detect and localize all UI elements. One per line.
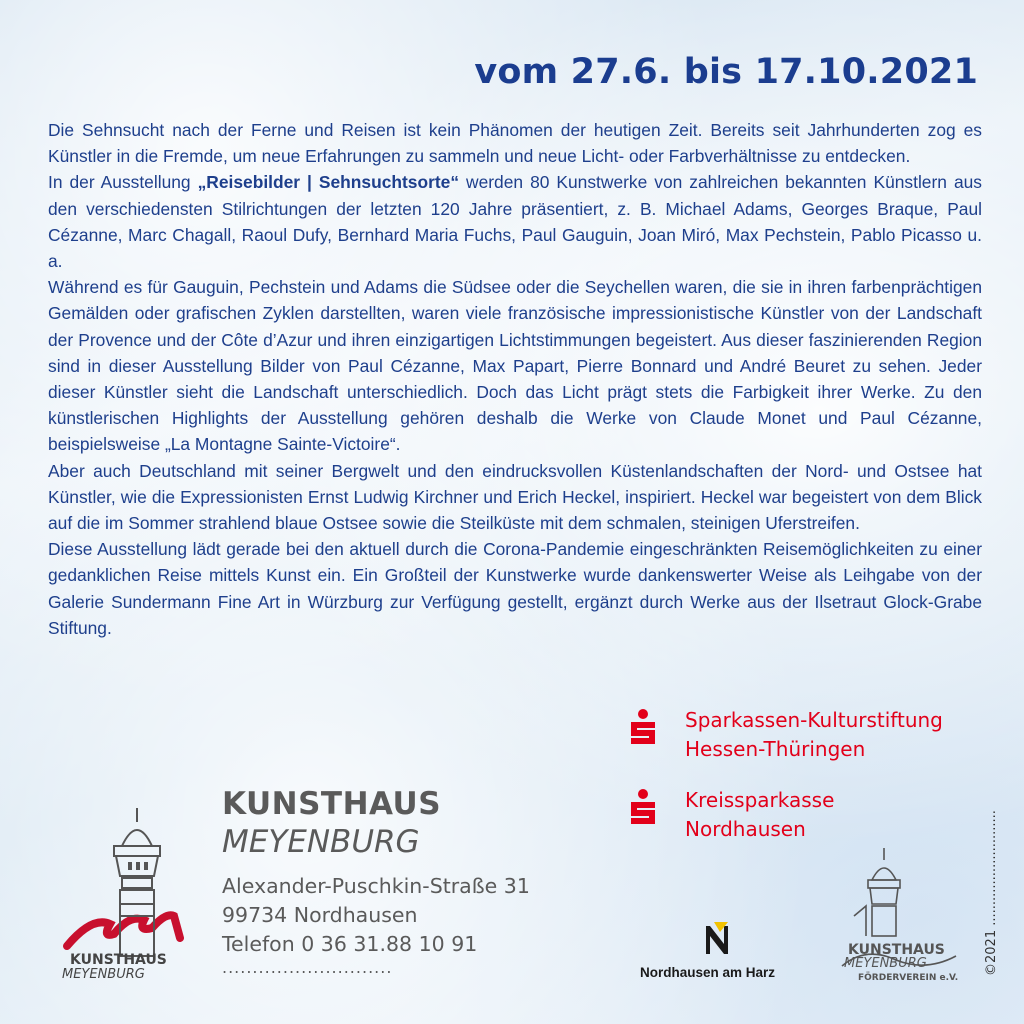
address-street: Alexander-Puschkin-Straße 31: [222, 874, 530, 898]
kunsthaus-name: KUNSTHAUS: [222, 786, 442, 822]
phone-number: Telefon 0 36 31.88 10 91: [222, 932, 478, 956]
exhibition-title: „Reisebilder | Sehnsuchtsorte“: [197, 172, 460, 193]
sponsor-kulturstiftung: [628, 706, 943, 764]
sponsor-name-line1: Sparkassen-Kulturstiftung: [685, 708, 943, 732]
paragraph-germany: Aber auch Deutschland mit seiner Bergwelt und den eindrucksvollen Küstenlandschaften der Nord- und Ostsee hat Künstler, wie die Expressionisten Ernst Ludwig Kirchner und Erich Heckel, inspiriert. Heckel war begeistert von dem Blick auf die im Sommer strahlend blaue Ostsee sowie die Steilküste mit dem schmalen, steinigen Uferstreifen.: [48, 460, 982, 534]
svg-text:MEYENBURG: MEYENBURG: [62, 967, 145, 982]
sparkasse-s-icon: [628, 788, 658, 826]
dotted-line: ............................: [222, 958, 393, 977]
kunsthaus-subname: MEYENBURG: [222, 824, 420, 860]
copyright-note: ©2021 ............................: [984, 810, 999, 976]
nordhausen-am-harz-label: Nordhausen am Harz: [640, 965, 776, 980]
kunsthaus-foerderverein-logo: [836, 846, 966, 986]
sponsor-kreissparkasse: [628, 786, 834, 844]
exhibition-dates-headline: vom 27.6. bis 17.10.2021: [474, 52, 978, 92]
kunsthaus-title: [222, 786, 441, 860]
exhibition-description: [48, 117, 982, 641]
svg-text:MEYENBURG: MEYENBURG: [844, 956, 927, 971]
sparkasse-s-icon: [628, 708, 658, 746]
paragraph-closing: Diese Ausstellung lädt gerade bei den aktuell durch die Corona-Pandemie eingeschränkten Reisemöglichkeiten zu einer gedanklichen Reise mittels Kunst ein. Ein Großteil der Kunstwerke wurde dankenswerter Weise als Leihgabe von der Galerie Sundermann Fine Art in Würzburg zur Verfügung gestellt, ergänzt durch Werke aus der Ilsetraut Glock-Grabe Stiftung.: [48, 539, 982, 638]
contact-address: [222, 872, 530, 959]
svg-text:FÖRDERVEREIN e.V.: FÖRDERVEREIN e.V.: [858, 973, 959, 983]
address-city: 99734 Nordhausen: [222, 903, 418, 927]
paragraph-exhibition: In der Ausstellung „Reisebilder | Sehnsuchtsorte“ werden 80 Kunstwerke von zahlreichen bekannten Künstlern aus den verschiedensten Stilrichtungen der letzten 120 Jahre präsentiert, z. B. Michael Adams, Georges Braque, Paul Cézanne, Marc Chagall, Raoul Dufy, Bernhard Maria Fuchs, Paul Gauguin, Joan Miró, Max Pechstein, Pablo Picasso u. a.: [48, 172, 982, 272]
sponsor-name-line1: Kreissparkasse: [685, 788, 835, 812]
svg-text:KUNSTHAUS: KUNSTHAUS: [848, 942, 945, 958]
svg-text:KUNSTHAUS: KUNSTHAUS: [70, 952, 167, 968]
sponsor-name-line2: Hessen-Thüringen: [685, 737, 866, 761]
paragraph-intro: Die Sehnsucht nach der Ferne und Reisen ist kein Phänomen der heutigen Zeit. Bereits seit Jahrhunderten zog es Künstler in die Fremde, um neue Erfahrungen zu sammeln und neue Licht- oder Farbverhältnisse zu entdecken.: [48, 120, 982, 167]
kunsthaus-meyenburg-logo: [62, 806, 212, 986]
sponsor-name-line2: Nordhausen: [685, 817, 806, 841]
paragraph-france: Während es für Gauguin, Pechstein und Adams die Südsee oder die Seychellen waren, die sie in ihren farbenprächtigen Gemälden oder grafischen Zyklen darstellten, waren viele französische impressionistische Künstler von der Landschaft der Provence und der Côte d’Azur und ihren einzigartigen Lichtstimmungen begeistert. Aus dieser faszinierenden Region sind in dieser Ausstellung Bilder von Paul Cézanne, Max Papart, Pierre Bonnard und André Beuret zu sehen. Jeder dieser Künstler sieht die Landschaft unterschiedlich. Doch das Licht prägt stets die Farbigkeit ihrer Werke. Zu den künstlerischen Highlights der Ausstellung gehören deshalb die Werke von Claude Monet und Paul Cézanne, beispielsweise „La Montagne Sainte-Victoire“.: [48, 277, 982, 455]
